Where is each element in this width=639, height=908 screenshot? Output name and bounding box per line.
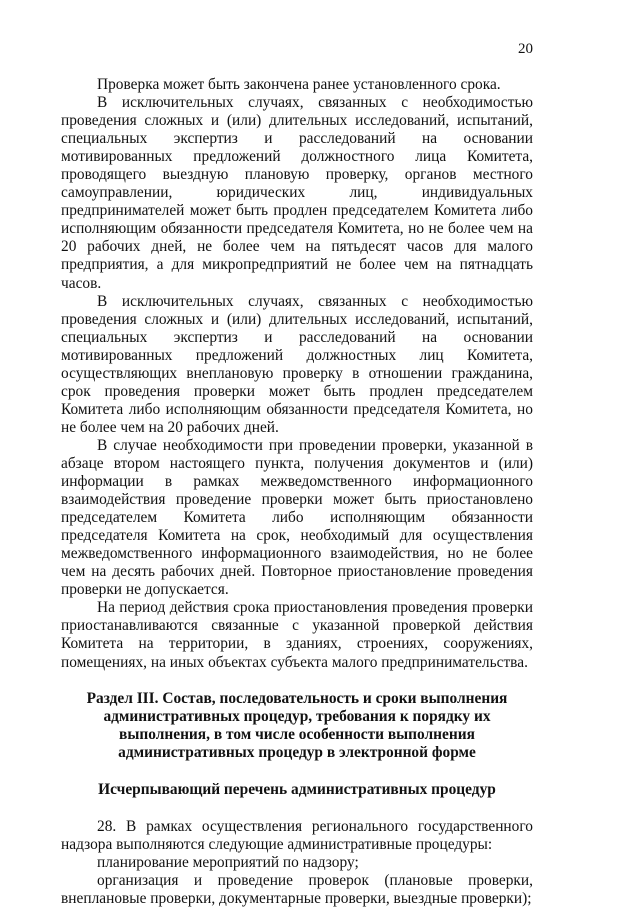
paragraph-unscheduled-inspection-extension: В исключительных случаях, связанных с необходимостью проведения сложных и (или) длительных исследований, испытаний, специальных экспертиз и расследований на основании мотивированных предложений должностных лиц Комитета, осуществляющих внеплановую проверку в отношении гражданина, срок проведения проверки может быть продлен председателем Комитета либо исполняющим обязанности председателя Комитета, но не более чем на 20 рабочих дней. (61, 292, 533, 436)
procedure-item-inspections: организация и проведение проверок (плановые проверки, внеплановые проверки, документарные проверки, выездные проверки); (61, 871, 533, 907)
paragraph-early-completion: Проверка может быть закончена ранее установленного срока. (97, 76, 501, 93)
paragraph-inspection-suspension: В случае необходимости при проведении проверки, указанной в абзаце втором настоящего пункта, получения документов и (или) информации в рамках межведомственного информационного взаимодействия проведение проверки может быть приостановлено председателем Комитета либо исполняющим обязанности председателя Комитета на срок, необходимый для осуществления межведомственного информационного взаимодействия, но не более чем на десять рабочих дней. Повторное приостановление проведения проверки не допускается. (61, 436, 533, 599)
subsection-heading: Исчерпывающий перечень административных процедур (98, 780, 496, 798)
procedure-item-planning: планирование мероприятий по надзору; (97, 853, 359, 871)
page-number: 20 (518, 41, 533, 57)
paragraph-suspension-period: На период действия срока приостановления проведения проверки приостанавливаются связанные с указанной проверкой действия Комитета на территории, в зданиях, строениях, сооружениях, помещениях, на иных объектах субъекта малого предпринимательства. (61, 599, 533, 671)
document-body (61, 76, 533, 908)
section-heading: Раздел III. Состав, последовательность и сроки выполнения административных процедур, требования к порядку их выполнения, в том числе особенности выполнения административных процедур в электронной форме (86, 689, 508, 761)
item-28: 28. В рамках осуществления регионального государственного надзора выполняются следующие административные процедуры: (61, 817, 533, 853)
paragraph-planned-inspection-extension: В исключительных случаях, связанных с необходимостью проведения сложных и (или) длительных исследований, испытаний, специальных экспертиз и расследований на основании мотивированных предложений должностного лица Комитета, проводящего выездную плановую проверку, органов местного самоуправлении, юридических лиц, индивидуальных предпринимателей может быть продлен председателем Комитета либо исполняющим обязанности председателя Комитета, но не более чем на 20 рабочих дней, не более чем на пятьдесят часов для малого предприятия, а для микропредприятий не более чем на пятнадцать часов. (61, 94, 533, 292)
